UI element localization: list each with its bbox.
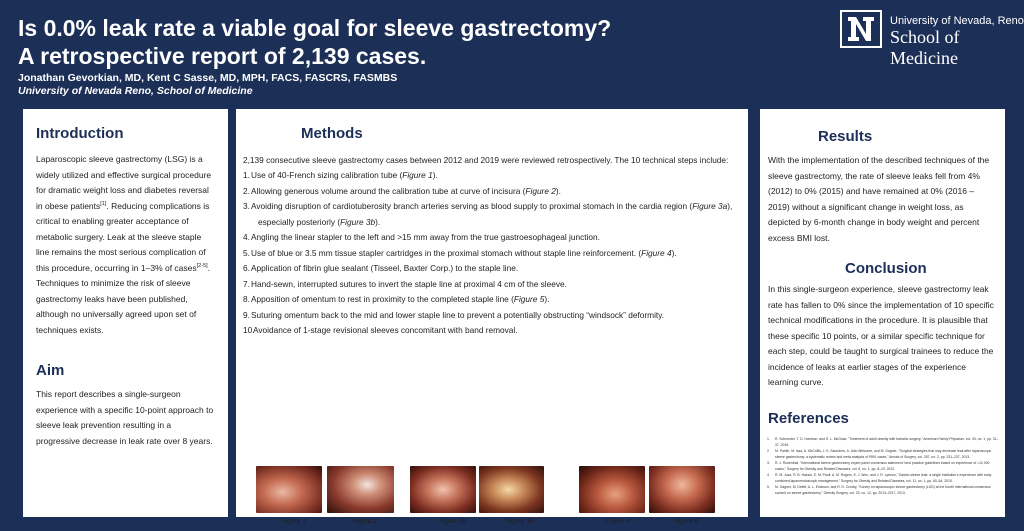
logo-school-name: School of Medicine: [890, 27, 960, 68]
reference-item: 3. R. J. Rosenthal, "International sleeve gastrectomy expert panel consensus statement: best practice guidelines based on experience of >12,000 cases," Surgery for Obesity and Related Diseases, vol. 8, no. 1, pp. 8–19, 2012.: [767, 461, 990, 471]
methods-panel: [236, 109, 748, 525]
reference-item: 4. R. M. Juza, R. B. Haluck, E. M. Pauli, A. M. Rogers, E. J. Won, and J. R. Lyeeun, "Gastric sleeve leak: a single institution's experience with early combined laparoendoscopic management," Surgery for Obesity and Related Diseases, vol. 11, no. 1, pp. 60–64, 2015.: [767, 473, 992, 483]
figure-2-caption: Figure 2: [353, 518, 377, 525]
method-step: especially posteriorly (Figure 3b).: [258, 216, 381, 227]
title-line-2: A retrospective report of 2,139 cases.: [18, 43, 427, 69]
methods-heading: Methods: [301, 125, 363, 142]
introduction-text: Laparoscopic sleeve gastrectomy (LSG) is a widely utilized and effective surgical procedure for dramatic weight loss and diabetes reversal in obese patients[1]. Reducing complications is critical to enabling greater acceptance of metabolic surgery. Leak at the sleeve staple line remains the most serious complication of this procedure, occurring in 1–3% of cases[2-5]. Techniques to minimize the risk of sleeve gastrectomy leaks have been published, although no universally agreed upon set of techniques exists.: [36, 154, 212, 335]
title-line-1: Is 0.0% leak rate a viable goal for sleeve gastrectomy?: [18, 15, 612, 41]
figure-1-caption: Figure 1: [282, 518, 306, 525]
reference-item: 2. M. Parikh, M. Issa, A. McCrillis, J. K. Saunders, A. Ude-Welcome, and M. Gagner, "Surgical strategies that may decrease leak after laparoscopic sleeve gastrectomy: a systematic review and meta-analysis of 9991 cases," Annals of Surgery, vol. 257, no. 2, pp. 231–237, 2013.: [767, 449, 992, 459]
figure-2-image: [327, 466, 394, 513]
method-step: 8. Apposition of omentum to rest in proximity to the completed staple line (Figure 5).: [243, 294, 550, 304]
authors: Jonathan Gevorkian, MD, Kent C Sasse, MD, MPH, FACS, FASCRS, FASMBS: [18, 72, 398, 84]
left-panel: [23, 109, 228, 517]
aim-heading: Aim: [36, 362, 65, 379]
conclusion-text: In this single-surgeon experience, sleeve gastrectomy leak rate has fallen to 0% since the implementation of 10 specific technical modifications in the procedure. It is plausible that these specific 10 points, or a similar specific technique for each step, could be taught to surgical trainees to reduce the incidence of leaks at earlier stages of the experience learning curve.: [768, 284, 994, 387]
figure-4-image: [579, 466, 645, 513]
results-text: With the implementation of the described techniques of the sleeve gastrectomy, the rate of sleeve leaks fell from 4% (2012) to 0% (2015) and have remained at 0% (2016 – 2019) without a significant change in weight loss, as depicted by 6-month change in body weight and percent excess BMI lost.: [768, 155, 990, 243]
method-step: 5. Use of blue or 3.5 mm tissue stapler cartridges in the proximal stomach without staple line reinforcement. (Figure 4).: [243, 247, 677, 258]
figure-1-image: [256, 466, 322, 513]
right-panel: [760, 109, 1005, 517]
figure-4-caption: Figure 4: [606, 518, 630, 525]
method-step: 2. Allowing generous volume around the calibration tube at curve of incisura (Figure 2).: [243, 185, 561, 196]
poster-title: [18, 14, 718, 70]
references-heading: References: [768, 410, 849, 427]
methods-intro: 2,139 consecutive sleeve gastrectomy cases between 2012 and 2019 were reviewed retrospectively. The 10 technical steps include:: [243, 155, 729, 165]
reference-item: 1. R. Schroeder, T. D. Harrison, and S. L. McGraw, "Treatment of adult obesity with bariatric surgery," American Family Physician, vol. 93, no. 1, pp. 31–37, 2016.: [767, 437, 999, 447]
methods-steps: [243, 168, 743, 339]
figure-5-caption: Figure 5: [674, 518, 698, 525]
method-step: 4. Angling the linear stapler to the left and >15 mm away from the true gastroesophageal junction.: [243, 232, 600, 242]
method-step: 10. Avoidance of 1-stage revisional sleeves concomitant with band removal.: [243, 325, 518, 335]
method-step: 9. Suturing omentum back to the mid and lower staple line to prevent a potentially obstructing “windsock” deformity.: [243, 309, 665, 320]
affiliation: University of Nevada Reno, School of Medicine: [18, 85, 253, 97]
method-step: 3. Avoiding disruption of cardiotuberosity branch arteries serving as blood supply to proximal stomach in the cardia region (Figure 3a),: [243, 201, 733, 211]
method-step: 6. Application of fibrin glue sealant (Tisseel, Baxter Corp.) to the staple line.: [243, 263, 519, 273]
reference-item: 5. M. Gagner, M. Deitel, A. L. Erickson, and R. D. Crosby, "Survey on laparoscopic sleeve gastrectomy (LSG) at the fourth International consensus summit on sleeve gastrectomy," Obesity Surgery, vol. 23, no. 12, pp. 2013–2017, 2013.: [767, 485, 991, 495]
figure-3a-caption: Figure 3a: [439, 518, 467, 525]
references-list: [767, 437, 999, 497]
figure-3a-image: [410, 466, 476, 513]
figure-3b-image: [479, 466, 544, 513]
introduction-heading: Introduction: [36, 125, 124, 142]
university-logo-icon: [840, 10, 882, 48]
poster-header: [0, 0, 1024, 108]
figure-3b-caption: Figure 3b: [506, 518, 534, 525]
conclusion-heading: Conclusion: [845, 260, 927, 277]
figure-5-image: [649, 466, 715, 513]
aim-text: This report describes a single-surgeon experience with a specific 10-point approach to sleeve leak prevention resulting in a progressive decrease in leak rate over 8 years.: [36, 389, 214, 446]
method-step: 1. Use of 40-French sizing calibration tube (Figure 1).: [243, 170, 438, 180]
results-heading: Results: [818, 128, 873, 145]
method-step: 7. Hand-sewn, interrupted sutures to invert the staple line at proximal 4 cm of the sleeve.: [243, 278, 567, 289]
logo-university-name: University of Nevada, Reno: [890, 15, 1024, 27]
